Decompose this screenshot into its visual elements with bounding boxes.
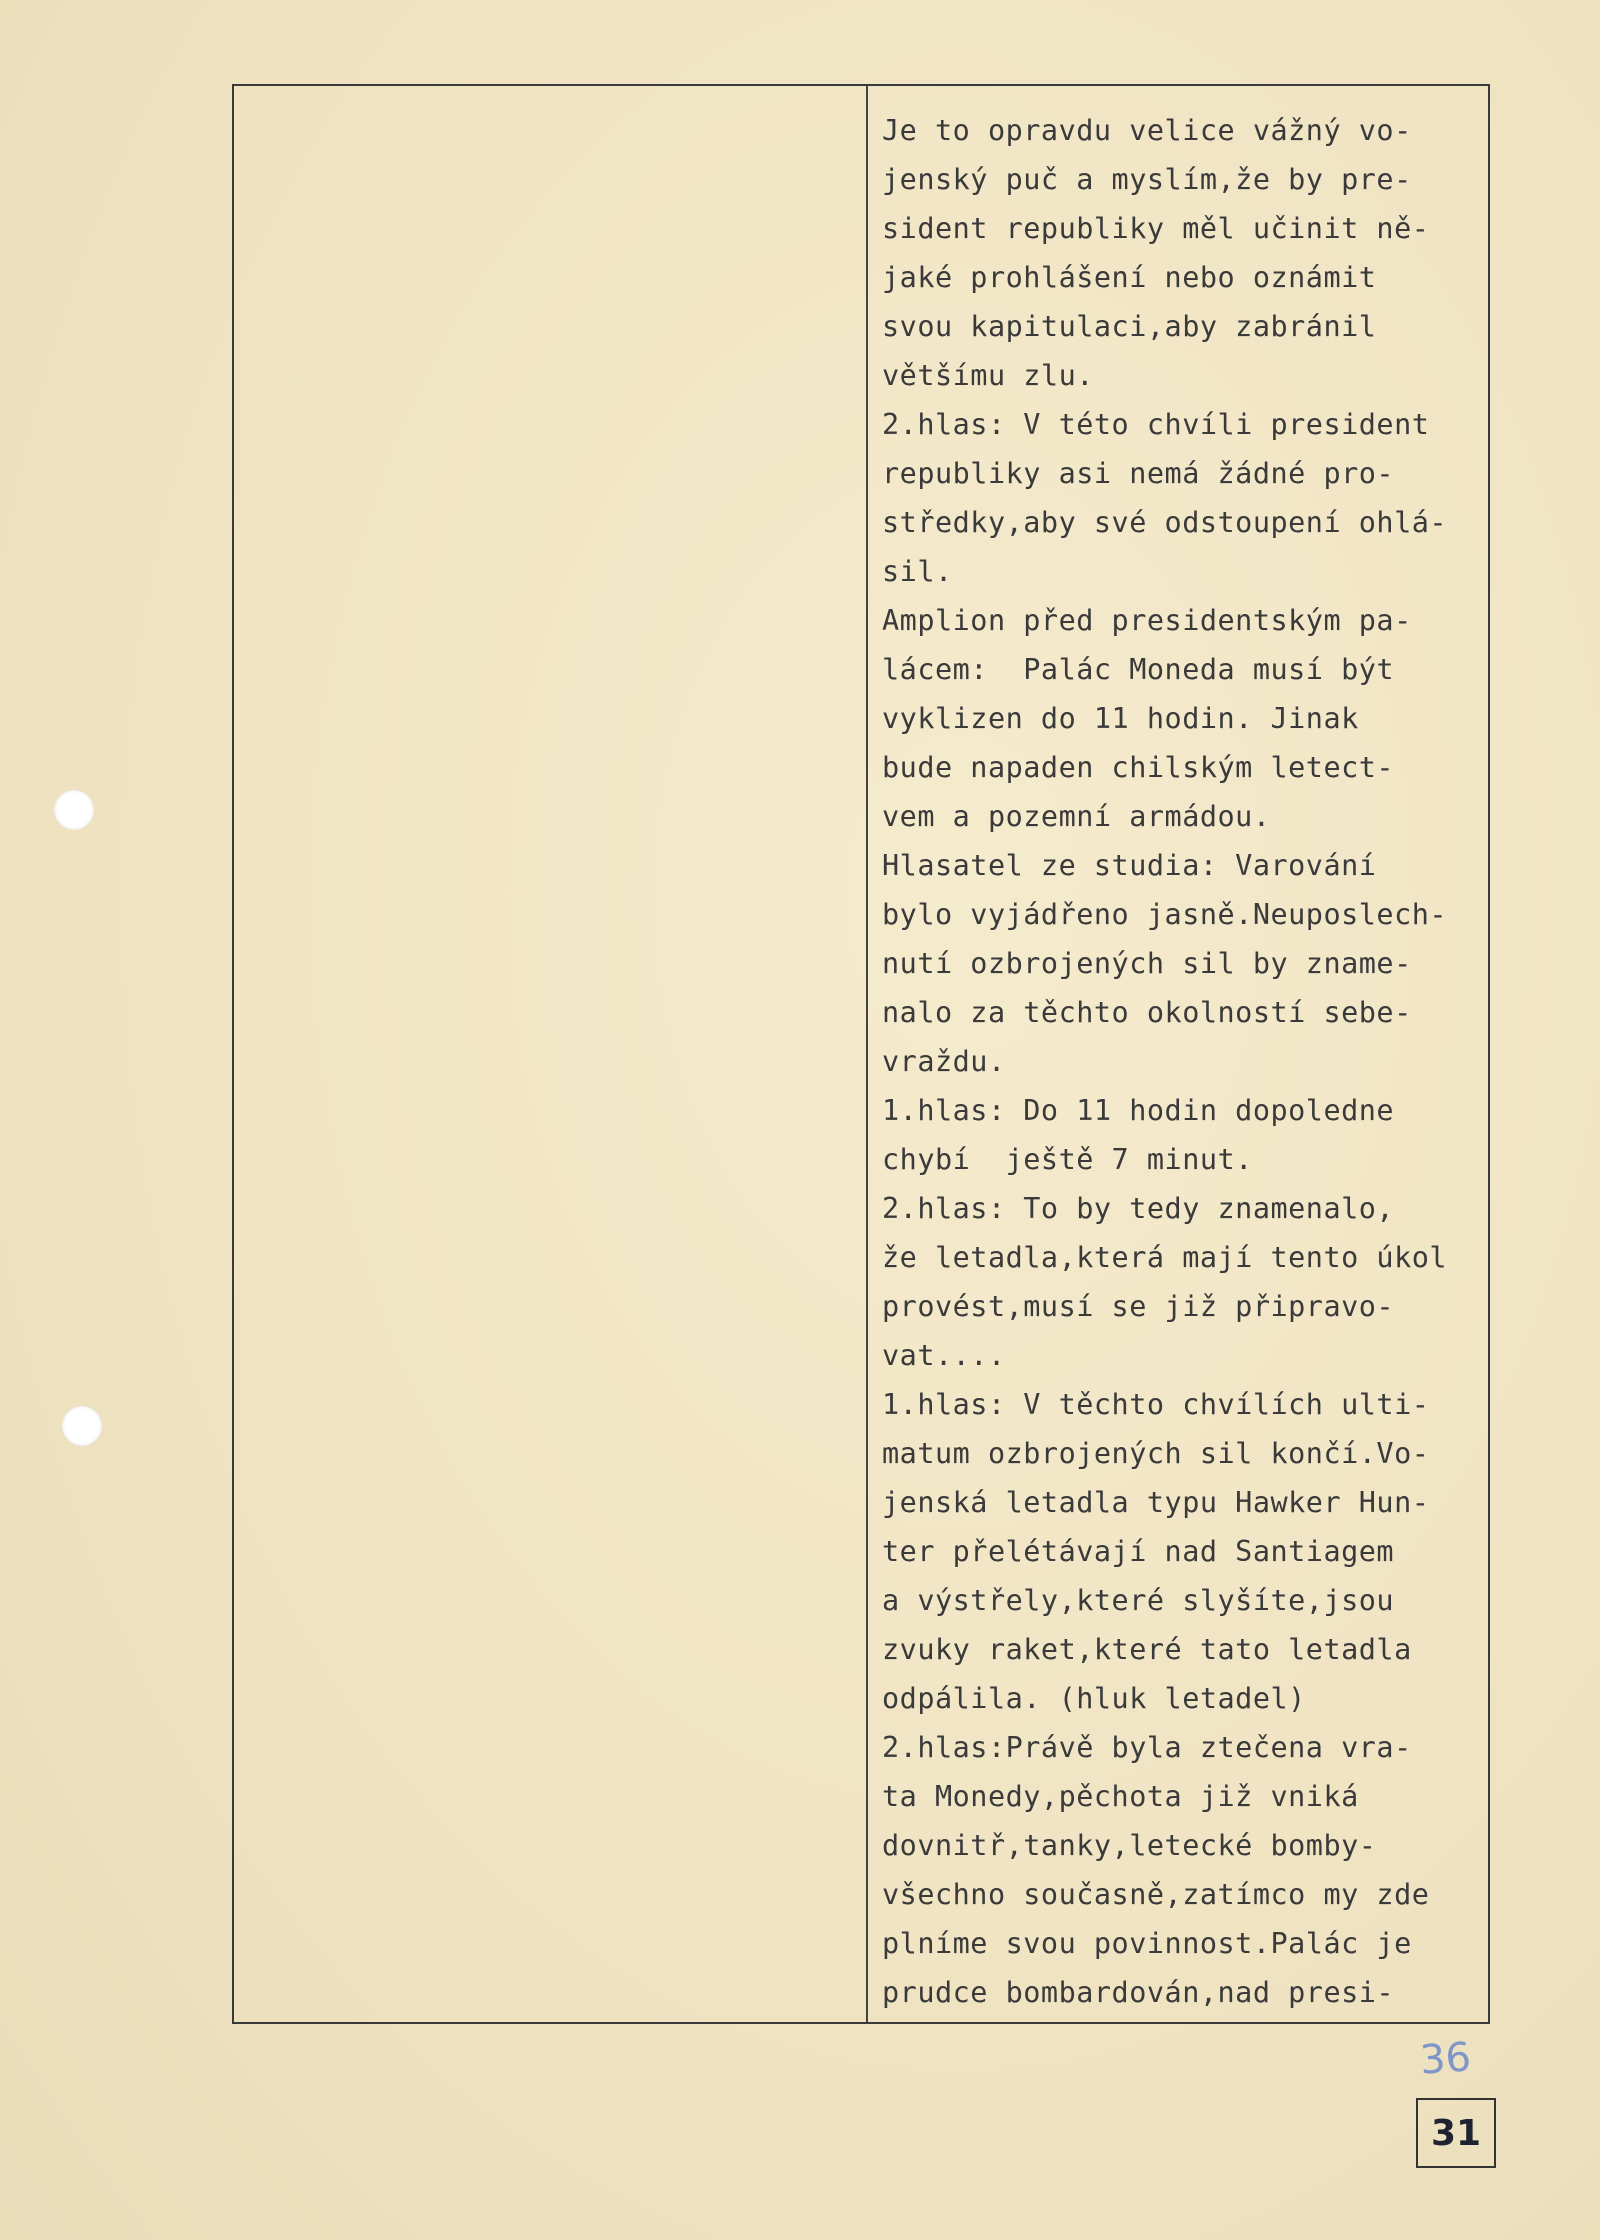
page-number-box	[1416, 2098, 1496, 2168]
text-line: svou kapitulaci,aby zabránil	[882, 310, 1377, 343]
text-line: že letadla,která mají tento úkol	[882, 1241, 1448, 1274]
text-line: nalo za těchto okolností sebe-	[882, 996, 1412, 1029]
text-line: vat....	[882, 1339, 1006, 1372]
text-line: většímu zlu.	[882, 359, 1094, 392]
page-number-pencil: 36	[1418, 2034, 1473, 2084]
text-line: bylo vyjádřeno jasně.Neuposlech-	[882, 898, 1448, 931]
text-line: bude napaden chilským letect-	[882, 751, 1395, 784]
typewritten-page-frame	[232, 84, 1490, 2024]
text-line: ta Monedy,pěchota již vniká	[882, 1780, 1359, 1813]
text-line: sident republiky měl učinit ně-	[882, 212, 1430, 245]
text-line: Je to opravdu velice vážný vo-	[882, 114, 1412, 147]
text-line: jenský puč a myslím,že by pre-	[882, 163, 1412, 196]
text-line: všechno současně,zatímco my zde	[882, 1878, 1430, 1911]
text-line: plníme svou povinnost.Palác je	[882, 1927, 1412, 1960]
text-line: 2.hlas:Právě byla ztečena vra-	[882, 1731, 1412, 1764]
text-line: jaké prohlášení nebo oznámit	[882, 261, 1377, 294]
text-line: odpálila. (hluk letadel)	[882, 1682, 1306, 1715]
text-line: ter přelétávají nad Santiagem	[882, 1535, 1395, 1568]
text-line: lácem: Palác Moneda musí být	[882, 653, 1395, 686]
text-line: vyklizen do 11 hodin. Jinak	[882, 702, 1359, 735]
punch-hole-top	[54, 790, 94, 830]
empty-left-column	[234, 86, 866, 2022]
text-line: sil.	[882, 555, 953, 588]
text-line: a výstřely,které slyšíte,jsou	[882, 1584, 1395, 1617]
text-line: nutí ozbrojených sil by zname-	[882, 947, 1412, 980]
script-text-column	[882, 106, 1482, 2017]
page-number: 31	[1430, 2112, 1482, 2154]
text-line: vraždu.	[882, 1045, 1006, 1078]
text-line: matum ozbrojených sil končí.Vo-	[882, 1437, 1430, 1470]
text-line: vem a pozemní armádou.	[882, 800, 1271, 833]
text-line: Hlasatel ze studia: Varování	[882, 849, 1377, 882]
text-line: provést,musí se již připravo-	[882, 1290, 1395, 1323]
text-line: 1.hlas: V těchto chvílích ulti-	[882, 1388, 1430, 1421]
text-line: chybí ještě 7 minut.	[882, 1143, 1253, 1176]
text-line: 2.hlas: V této chvíli president	[882, 408, 1430, 441]
text-line: prudce bombardován,nad presi-	[882, 1976, 1395, 2009]
text-line: jenská letadla typu Hawker Hun-	[882, 1486, 1430, 1519]
punch-hole-bottom	[62, 1406, 102, 1446]
text-line: Amplion před presidentským pa-	[882, 604, 1412, 637]
text-line: dovnitř,tanky,letecké bomby-	[882, 1829, 1377, 1862]
text-line: 2.hlas: To by tedy znamenalo,	[882, 1192, 1395, 1225]
column-divider	[866, 86, 868, 2022]
text-line: 1.hlas: Do 11 hodin dopoledne	[882, 1094, 1395, 1127]
text-line: středky,aby své odstoupení ohlá-	[882, 506, 1448, 539]
text-line: republiky asi nemá žádné pro-	[882, 457, 1395, 490]
text-line: zvuky raket,které tato letadla	[882, 1633, 1412, 1666]
